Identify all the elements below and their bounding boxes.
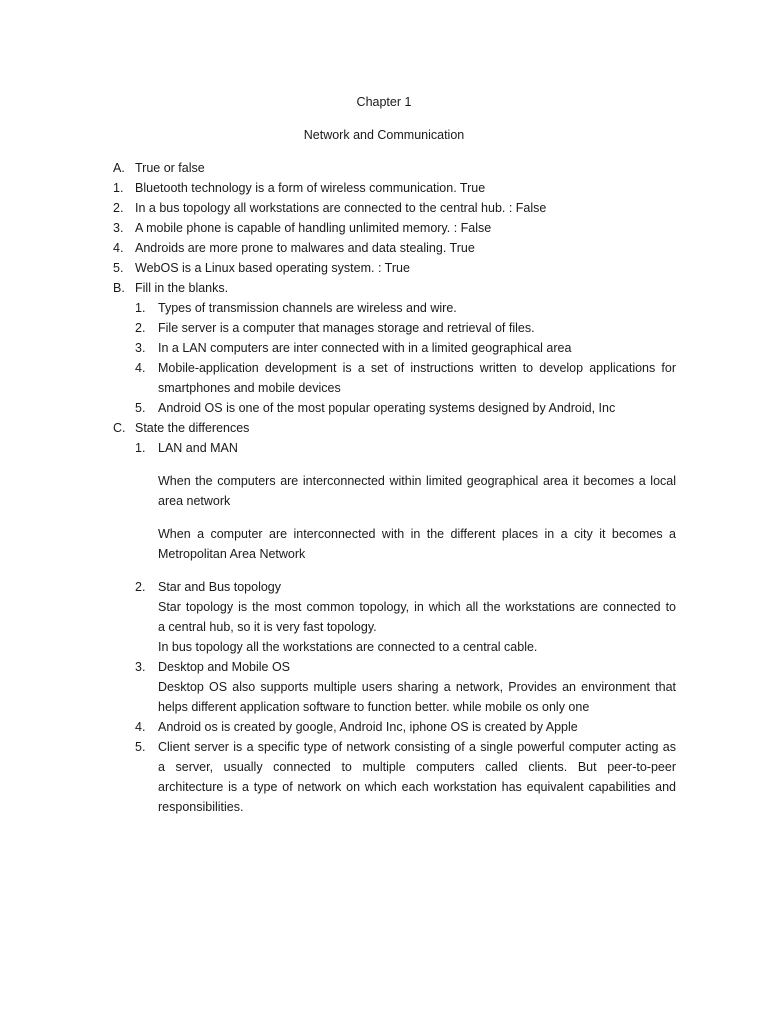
paragraph-text: When the computers are interconnected within limited geographical area it becomes a local: [158, 474, 676, 488]
item-number: 5.: [135, 401, 146, 415]
paragraph-text: a central hub, so it is very fast topology.: [158, 620, 377, 634]
item-text: Android OS is one of the most popular operating systems designed by Android, Inc: [158, 401, 616, 415]
chapter-title: Chapter 1: [356, 95, 412, 109]
paragraph-text: Client server is a specific type of network consisting of a single powerful computer acting as: [158, 740, 676, 754]
item-text: Androids are more prone to malwares and data stealing. True: [135, 241, 475, 255]
paragraph-text: architecture is a type of network on which each workstation has equivalent capabilities and: [158, 780, 676, 794]
item-title: Star and Bus topology: [158, 580, 281, 594]
item-text: In a LAN computers are inter connected with in a limited geographical area: [158, 341, 572, 355]
item-text: WebOS is a Linux based operating system. : True: [135, 261, 410, 275]
paragraph-text: a server, usually connected to multiple computers called clients. But peer-to-peer: [158, 760, 676, 774]
item-number: 4.: [135, 720, 146, 734]
paragraph-text: Metropolitan Area Network: [158, 547, 306, 561]
item-number: 1.: [135, 301, 146, 315]
item-number: 2.: [135, 580, 146, 594]
item-number: 4.: [113, 241, 124, 255]
item-number: 3.: [135, 660, 146, 674]
item-text: Mobile-application development is a set of instructions written to develop applications for: [158, 361, 676, 375]
item-number: 3.: [113, 221, 124, 235]
section-title: State the differences: [135, 421, 250, 435]
section-title: True or false: [135, 161, 205, 175]
item-number: 1.: [135, 441, 146, 455]
paragraph-text: In bus topology all the workstations are connected to a central cable.: [158, 640, 538, 654]
paragraph-text: Desktop OS also supports multiple users sharing a network, Provides an environment that: [158, 680, 676, 694]
item-text: A mobile phone is capable of handling unlimited memory. : False: [135, 221, 492, 235]
item-number: 5.: [113, 261, 124, 275]
item-number: 4.: [135, 361, 146, 375]
item-title: Desktop and Mobile OS: [158, 660, 291, 674]
item-text: File server is a computer that manages storage and retrieval of files.: [158, 321, 535, 335]
item-text: In a bus topology all workstations are connected to the central hub. : False: [135, 201, 547, 215]
item-title: Android os is created by google, Android Inc, iphone OS is created by Apple: [158, 720, 578, 734]
item-number: 3.: [135, 341, 146, 355]
section-marker: B.: [113, 281, 125, 295]
item-number: 5.: [135, 740, 146, 754]
paragraph-text: When a computer are interconnected with in the different places in a city it becomes a: [158, 527, 676, 541]
section-marker: A.: [113, 161, 125, 175]
item-number: 2.: [135, 321, 146, 335]
chapter-subtitle: Network and Communication: [303, 128, 465, 142]
item-number: 2.: [113, 201, 124, 215]
paragraph-text: Star topology is the most common topology, in which all the workstations are connected to: [158, 600, 676, 614]
paragraph-text: responsibilities.: [158, 800, 244, 814]
item-text: Bluetooth technology is a form of wireless communication. True: [135, 181, 486, 195]
paragraph-text: helps different application software to function better. while mobile os only one: [158, 700, 590, 714]
section-title: Fill in the blanks.: [135, 281, 229, 295]
item-number: 1.: [113, 181, 124, 195]
item-title: LAN and MAN: [158, 441, 238, 455]
item-text: smartphones and mobile devices: [158, 381, 341, 395]
paragraph-text: area network: [158, 494, 231, 508]
item-text: Types of transmission channels are wireless and wire.: [158, 301, 457, 315]
section-marker: C.: [113, 421, 126, 435]
